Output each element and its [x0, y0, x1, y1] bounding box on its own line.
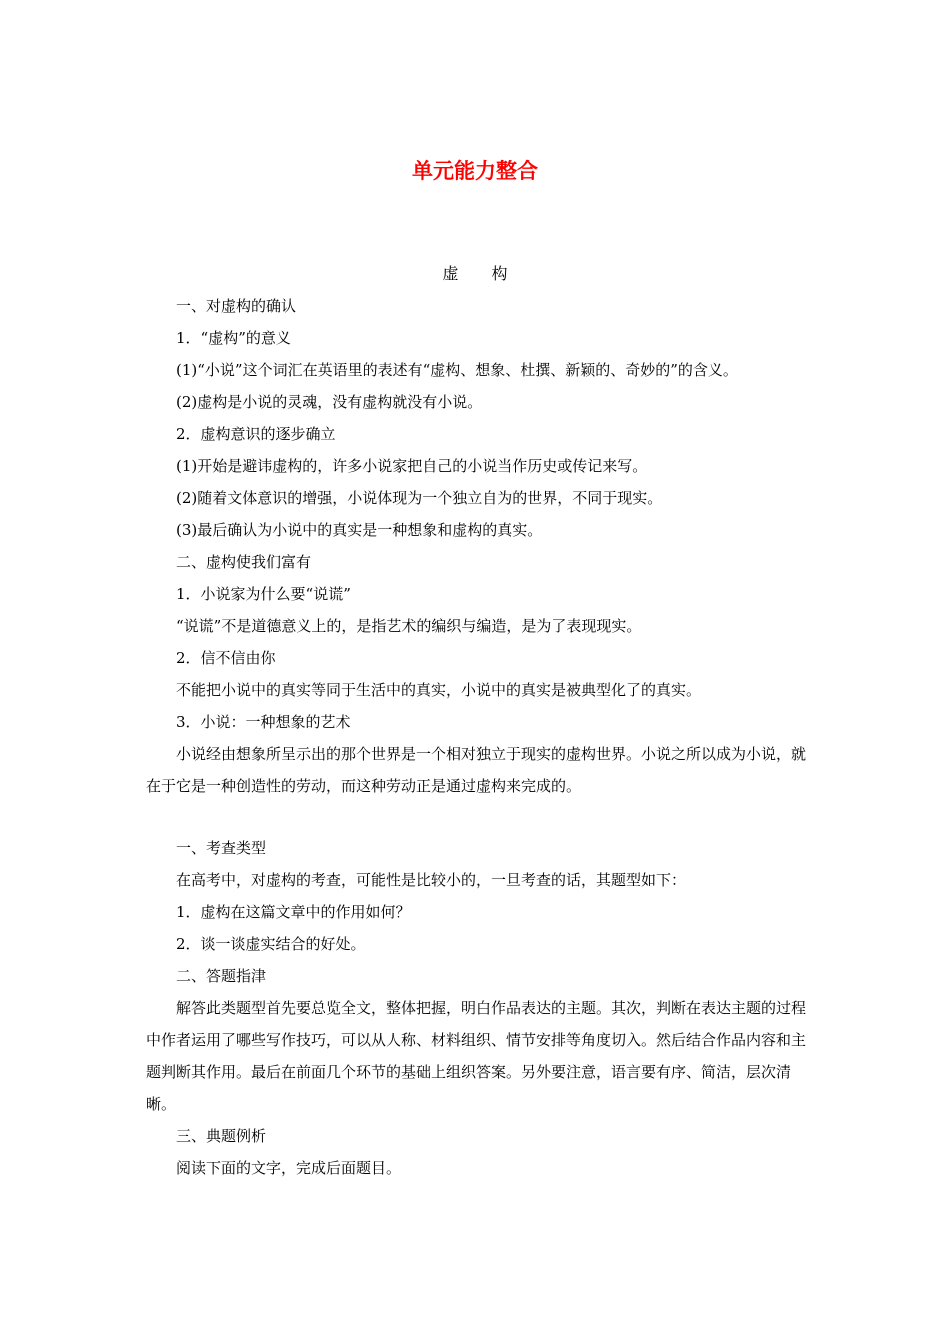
section-heading: 虚 构	[442, 264, 522, 283]
paragraph: 在高考中，对虚构的考查，可能性是比较小的，一旦考查的话，其题型如下：	[176, 871, 687, 889]
paragraph: (1)开始是避讳虚构的，许多小说家把自己的小说当作历史或传记来写。	[176, 457, 648, 475]
heading-enrich: 二、虚构使我们富有	[176, 553, 312, 571]
subheading-believe: 2．信不信由你	[176, 649, 276, 667]
subheading-lie: 1．小说家为什么要“说谎”	[176, 585, 351, 603]
paragraph: (1)“小说”这个词汇在英语里的表述有“虚构、想象、杜撰、新颖的、奇妙的”的含义。	[176, 361, 738, 379]
paragraph: 阅读下面的文字，完成后面题目。	[176, 1159, 402, 1177]
paragraph: (2)随着文体意识的增强，小说体现为一个独立自为的世界，不同于现实。	[176, 489, 663, 507]
heading-examples: 三、典题例析	[176, 1127, 267, 1145]
paragraph: “说谎”不是道德意义上的，是指艺术的编织与编造，是为了表现现实。	[176, 617, 642, 635]
heading-exam-types: 一、考查类型	[176, 839, 267, 857]
document-body	[146, 290, 810, 1184]
heading-answer-guide: 二、答题指津	[176, 967, 267, 985]
subheading-awareness: 2．虚构意识的逐步确立	[176, 425, 336, 443]
heading-confirmation: 一、对虚构的确认	[176, 297, 297, 315]
section-gap	[146, 802, 810, 832]
paragraph: (2)虚构是小说的灵魂，没有虚构就没有小说。	[176, 393, 483, 411]
question-item: 1．虚构在这篇文章中的作用如何？	[176, 903, 411, 921]
paragraph: 小说经由想象所呈示出的那个世界是一个相对独立于现实的虚构世界。小说之所以成为小说，就在于它是一种创造性的劳动，而这种劳动正是通过虚构来完成的。	[146, 745, 807, 795]
question-item: 2．谈一谈虚实结合的好处。	[176, 935, 366, 953]
subheading-meaning: 1．“虚构”的意义	[176, 329, 291, 347]
paragraph: 解答此类题型首先要总览全文，整体把握，明白作品表达的主题。其次，判断在表达主题的过程中作者运用了哪些写作技巧，可以从人称、材料组织、情节安排等角度切入。然后结合作品内容和主题判断其作用。最后在前面几个环节的基础上组织答案。另外要注意，语言要有序、简洁，层次清晰。	[146, 999, 807, 1113]
subheading-imagination: 3．小说：一种想象的艺术	[176, 713, 351, 731]
paragraph: (3)最后确认为小说中的真实是一种想象和虚构的真实。	[176, 521, 543, 539]
page-title: 单元能力整合	[412, 159, 538, 183]
paragraph: 不能把小说中的真实等同于生活中的真实，小说中的真实是被典型化了的真实。	[176, 681, 702, 699]
